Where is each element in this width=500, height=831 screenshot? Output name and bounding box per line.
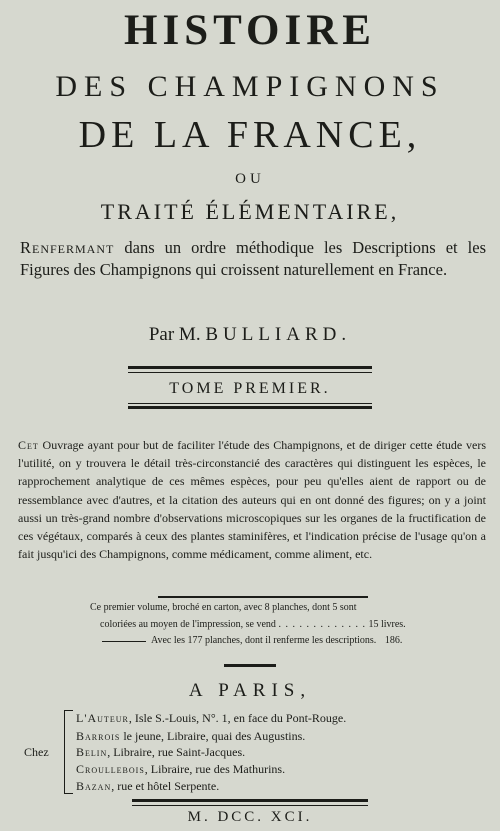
publisher-address: , rue et hôtel Serpente. <box>111 779 220 793</box>
publisher-address: , Libraire, rue des Mathurins. <box>144 762 286 776</box>
description-lead: Renfermant <box>20 238 115 257</box>
author-line <box>0 324 500 346</box>
rule-top-thick <box>128 366 372 369</box>
title-line-champignons: DES CHAMPIGNONS <box>55 70 445 103</box>
price-full-set: 186. <box>384 635 403 646</box>
price-line-2 <box>100 619 406 630</box>
preface-lead: Cet <box>18 438 39 452</box>
address-line-1 <box>76 711 346 726</box>
rule-top-thin <box>128 372 372 373</box>
publisher-address: le jeune, Libraire, quai des Augustins. <box>120 729 306 743</box>
rule-bottom-thin <box>128 403 372 404</box>
address-line-5 <box>76 779 219 794</box>
price-line-3-text: Avec les 177 planches, dont il renferme les descriptions. <box>151 635 377 646</box>
price-dash <box>102 641 146 642</box>
price-dots: . . . . . . . . . . . . . <box>278 619 366 630</box>
author-prefix: Par M. <box>148 324 201 345</box>
imprint-city: A PARIS, <box>188 680 312 701</box>
description <box>20 237 486 281</box>
title-line-france: DE LA FRANCE, <box>78 114 422 156</box>
address-line-3 <box>76 745 245 760</box>
publisher-name: Belin <box>76 745 108 759</box>
imprint-chez: Chez <box>24 745 49 759</box>
date-rule-thin <box>132 805 368 806</box>
publisher-address: , Isle S.-Louis, N°. 1, en face du Pont-Rouge. <box>128 711 347 725</box>
publication-date: M. DCC. XCI. <box>187 809 313 825</box>
title-ou: OU <box>235 171 265 187</box>
address-line-2 <box>76 729 305 744</box>
author-name: BULLIARD. <box>205 324 352 345</box>
rule-bottom-thick <box>128 406 372 409</box>
price-line-3 <box>151 635 402 646</box>
preface-text: Ouvrage ayant pour but de faciliter l'étude des Champignons, et de diriger cette étude vers l'utilité, on y trouvera le détail très-circonstancié des caractères qui distinguent les espèces, le rapprochement analytique de ces mêmes espèces, pour peu qu'elles aient de rapport ou de ressemblance avec d'autres, et la citation des auteurs qui en ont donné des figures; on y a joint aussi un très-grand nombre d'observations microscopiques sur les organes de la fructification de ces végétaux, comparés à ceux des plantes staminifères, et l'indication précise de l'usage qu'on a fait jusqu'ici des Champignons, comme médicament, comme aliment, etc. <box>18 438 486 562</box>
date-rule-thick <box>132 799 368 802</box>
price-rule-top <box>158 596 368 598</box>
volume-label: TOME PREMIER. <box>169 380 331 397</box>
price-line-2-text: coloriées au moyen de l'impression, se vend <box>100 619 276 630</box>
subtitle: TRAITÉ ÉLÉMENTAIRE, <box>100 199 400 224</box>
description-text: dans un ordre méthodique les Descriptions et les Figures des Champignons qui croissent naturellement en France. <box>20 238 486 279</box>
imprint-rule <box>224 664 276 667</box>
price-line-1: Ce premier volume, broché en carton, avec 8 planches, dont 5 sont <box>90 602 357 613</box>
address-bracket <box>64 710 73 794</box>
address-line-4 <box>76 762 285 777</box>
publisher-name: Barrois <box>76 729 121 743</box>
publisher-name: L'Auteur <box>76 711 129 725</box>
publisher-address: , Libraire, rue Saint-Jacques. <box>107 745 246 759</box>
preface-paragraph <box>18 436 486 563</box>
publisher-name: Croullebois <box>76 762 145 776</box>
title-line-histoire: HISTOIRE <box>124 7 376 54</box>
price-volume: 15 livres. <box>368 619 406 630</box>
publisher-name: Bazan <box>76 779 112 793</box>
